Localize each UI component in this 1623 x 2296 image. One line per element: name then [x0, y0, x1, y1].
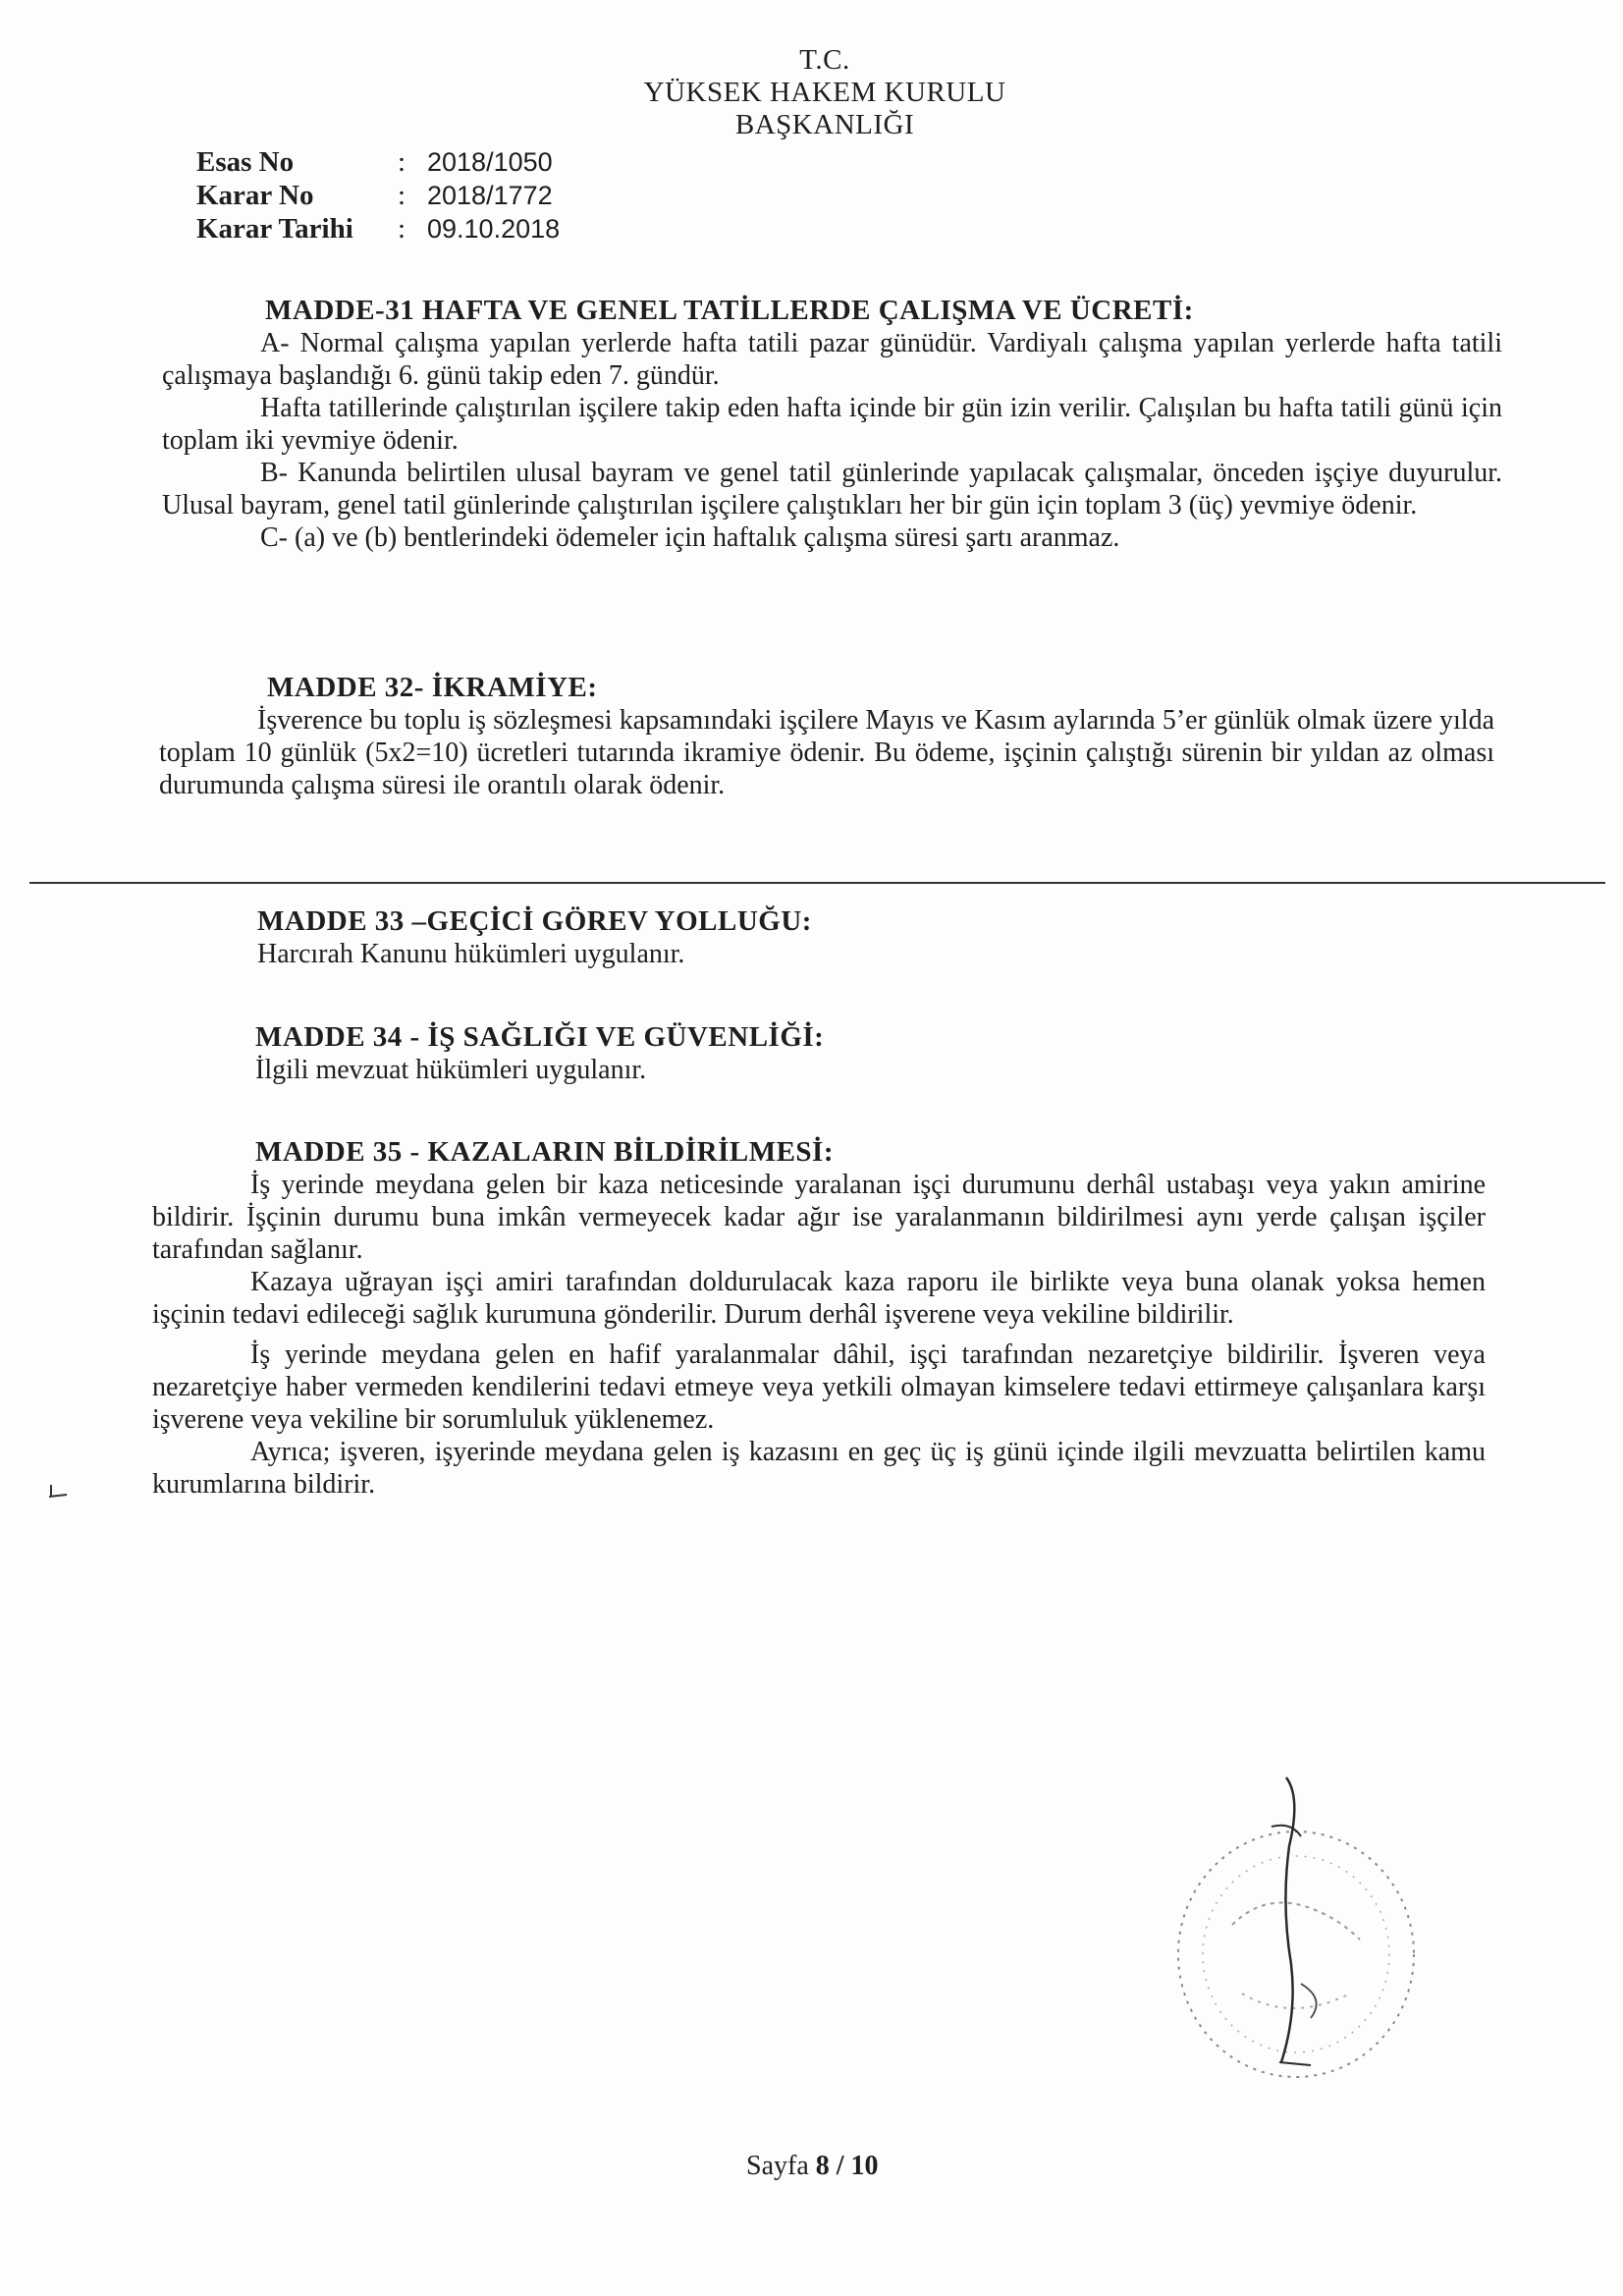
- paragraph: Kazaya uğrayan işçi amiri tarafından doldurulacak kaza raporu ile birlikte veya buna olanak yoksa hemen işçinin tedavi edileceği sağlık kurumuna gönderilir. Durum derhâl işverene veya vekiline bildirilir.: [152, 1267, 1486, 1330]
- case-metadata: [196, 145, 560, 246]
- meta-row-esas: [196, 145, 560, 179]
- page-label: Sayfa: [746, 2151, 816, 2181]
- paragraph: Harcırah Kanunu hükümleri uygulanır.: [257, 939, 685, 969]
- article-31: [162, 295, 1502, 554]
- paragraph: B- Kanunda belirtilen ulusal bayram ve genel tatil günlerinde yapılacak çalışmalar, önceden işçiye duyurulur. Ulusal bayram, genel tatil günlerinde çalıştırılan işçilere çalıştıkları her bir gün için toplam 3 (üç) yevmiye ödenir.: [162, 458, 1502, 520]
- page-number: 8 / 10: [815, 2151, 879, 2181]
- paragraph: İş yerinde meydana gelen en hafif yaralanmalar dâhil, işçi tarafından nezaretçiye bildirilir. İşveren veya nezaretçiye haber vermeden kendilerini tedavi etmeye veya yetkili olmayan kimselere tedavi ettirmeye çalışanlara karşı işverene veya vekiline bir sorumluluk yüklenemez.: [152, 1339, 1486, 1435]
- article-heading: MADDE 34 - İŞ SAĞLIĞI VE GÜVENLİĞİ:: [255, 1021, 825, 1053]
- page-footer: [746, 2151, 879, 2182]
- article-33: [257, 905, 1494, 970]
- meta-label: Karar No: [196, 180, 314, 211]
- article-35: [152, 1136, 1486, 1501]
- meta-row-karar-tarihi: [196, 212, 560, 246]
- meta-colon: :: [398, 146, 406, 178]
- header-line-presidency: BAŞKANLIĞI: [734, 109, 915, 140]
- official-seal-stamp-icon: [1163, 1768, 1438, 2092]
- signature-icon: [1271, 1777, 1317, 2065]
- paragraph: Hafta tatillerinde çalıştırılan işçilere takip eden hafta içinde bir gün izin verilir. Çalışılan bu hafta tatili günü için toplam iki yevmiye ödenir.: [162, 393, 1502, 456]
- initial-mark-icon: [47, 1483, 69, 1501]
- meta-colon: :: [398, 213, 406, 245]
- paragraph: İlgili mevzuat hükümleri uygulanır.: [255, 1055, 647, 1085]
- meta-label: Karar Tarihi: [196, 213, 353, 245]
- meta-label: Esas No: [196, 146, 295, 178]
- header-line-institution: YÜKSEK HAKEM KURULU: [643, 77, 1006, 108]
- meta-row-karar: [196, 179, 560, 212]
- meta-value: 2018/1050: [427, 147, 553, 177]
- article-heading: MADDE-31 HAFTA VE GENEL TATİLLERDE ÇALIŞMA VE ÜCRETİ:: [265, 295, 1194, 326]
- meta-value: 09.10.2018: [427, 214, 561, 244]
- meta-value: 2018/1772: [427, 181, 553, 210]
- paragraph: İşverence bu toplu iş sözleşmesi kapsamındaki işçilere Mayıs ve Kasım aylarında 5’er günlük olmak üzere yılda toplam 10 günlük (5x2=10) ücretleri tutarında ikramiye ödenir. Bu ödeme, işçinin çalıştığı sürenin bir yıldan az olması durumunda çalışma süresi ile orantılı olarak ödenir.: [159, 705, 1494, 800]
- article-32: [159, 672, 1494, 801]
- paragraph: İş yerinde meydana gelen bir kaza neticesinde yaralanan işçi durumunu derhâl ustabaşı veya yakın amirine bildirir. İşçinin durumu buna imkân vermeyecek kadar ağır ise yaralanmanın bildirilmesi aynı yerde çalışan işçiler tarafından sağlanır.: [152, 1170, 1486, 1265]
- paragraph: C- (a) ve (b) bentlerindeki ödemeler için haftalık çalışma süresi şartı aranmaz.: [260, 522, 1120, 553]
- paragraph: Ayrıca; işveren, işyerinde meydana gelen iş kazasını en geç üç iş günü içinde ilgili mevzuatta belirtilen kamu kurumlarına bildirir.: [152, 1437, 1486, 1500]
- section-divider: [29, 882, 1605, 884]
- paragraph: A- Normal çalışma yapılan yerlerde hafta tatili pazar günüdür. Vardiyalı çalışma yapılan yerlerde hafta tatili çalışmaya başlandığı 6. günü takip eden 7. gündür.: [162, 328, 1502, 391]
- institution-header: [550, 44, 1100, 141]
- header-line-tc: T.C.: [799, 44, 850, 76]
- article-heading: MADDE 33 –GEÇİCİ GÖREV YOLLUĞU:: [257, 905, 812, 937]
- article-heading: MADDE 35 - KAZALARIN BİLDİRİLMESİ:: [255, 1136, 834, 1168]
- article-34: [255, 1021, 1492, 1086]
- meta-colon: :: [398, 180, 406, 211]
- article-heading: MADDE 32- İKRAMİYE:: [267, 672, 598, 703]
